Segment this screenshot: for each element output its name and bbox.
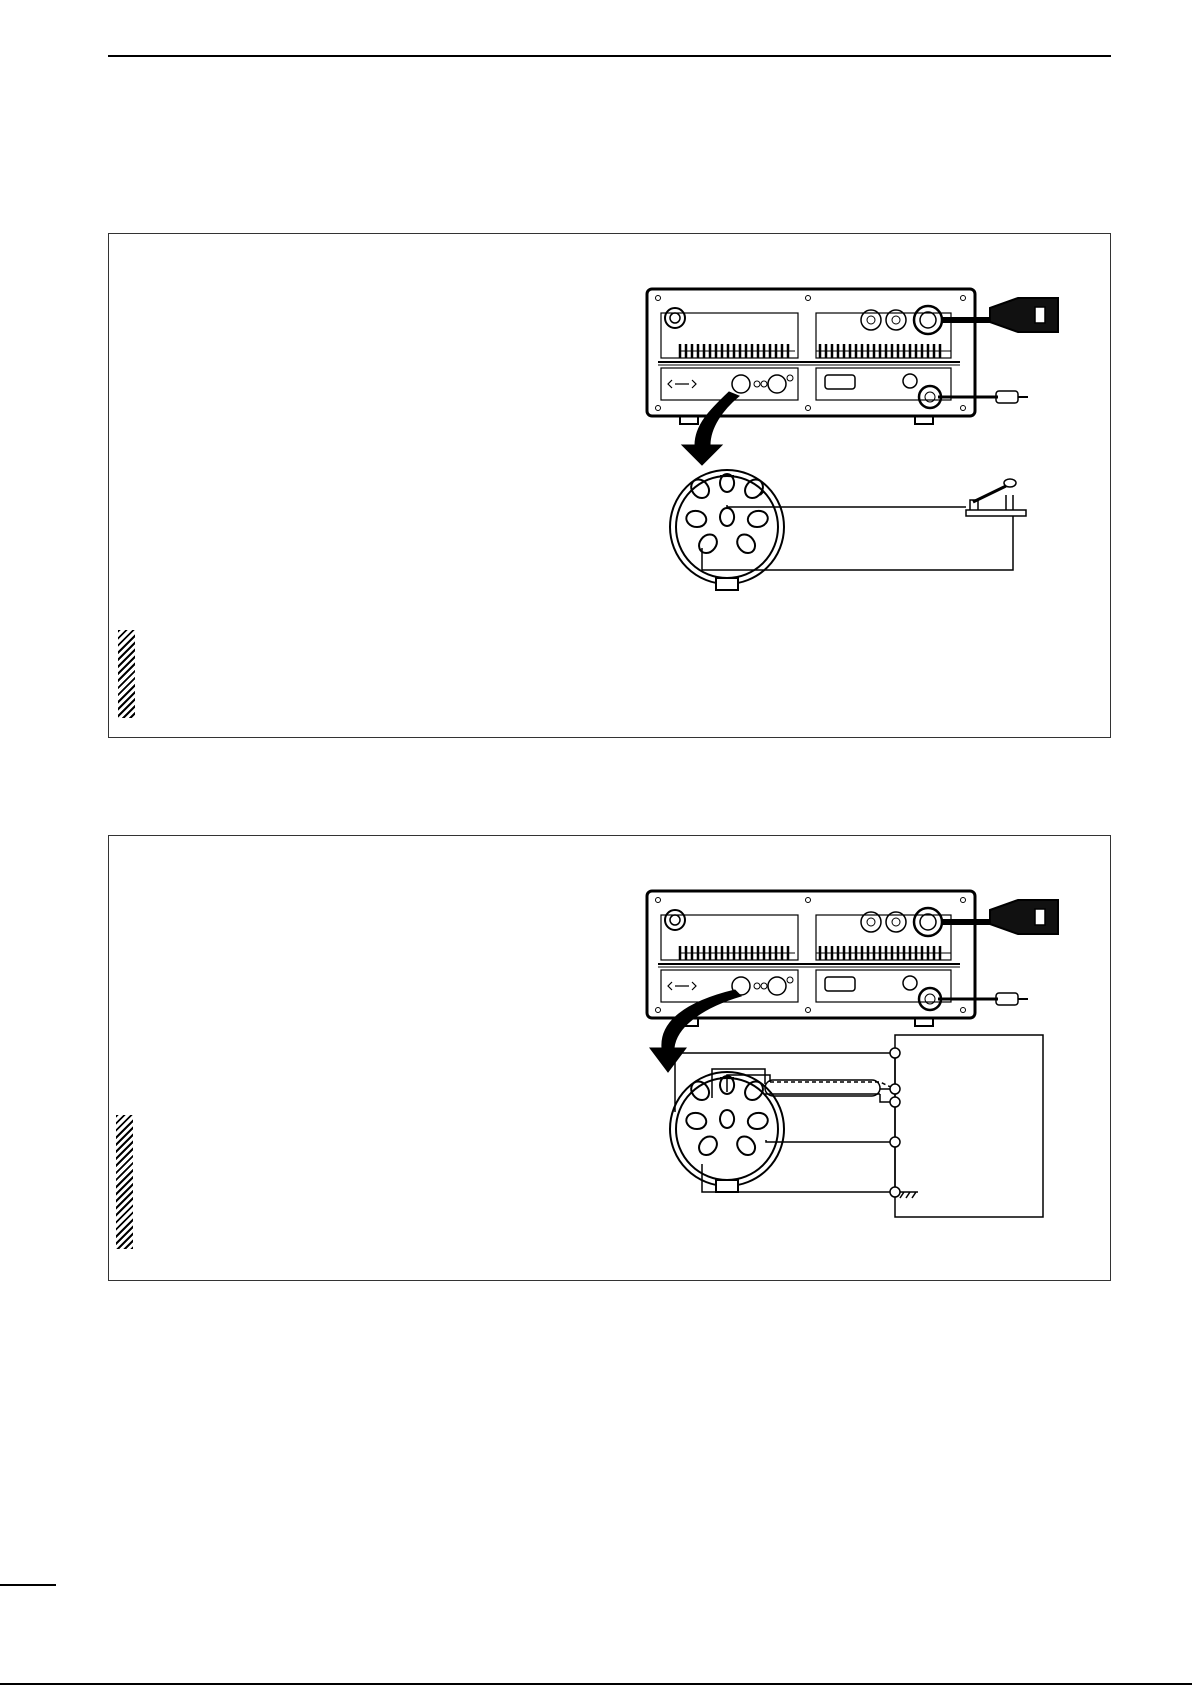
ground-icon — [900, 1192, 918, 1198]
external-unit-box — [895, 1035, 1043, 1217]
footer-rule — [0, 1683, 1192, 1685]
din-socket — [670, 470, 784, 590]
external-unit-connection-diagram — [640, 882, 1080, 1222]
note-marker — [116, 1115, 133, 1249]
terminal — [890, 1048, 900, 1058]
antenna-cable — [942, 900, 1058, 934]
footer-left-rule — [0, 1584, 56, 1586]
terminal — [890, 1187, 900, 1197]
cw-straight-key — [966, 479, 1026, 550]
external-unit-wiring — [675, 1053, 895, 1192]
antenna-cable — [942, 298, 1058, 332]
note-marker — [118, 630, 135, 718]
cw-key-connection-diagram — [640, 280, 1080, 610]
terminal — [890, 1097, 900, 1107]
terminal — [890, 1137, 900, 1147]
terminal — [890, 1084, 900, 1094]
connection-arrow — [682, 392, 739, 465]
transceiver-rear-panel — [647, 289, 975, 424]
header-rule — [108, 55, 1111, 57]
